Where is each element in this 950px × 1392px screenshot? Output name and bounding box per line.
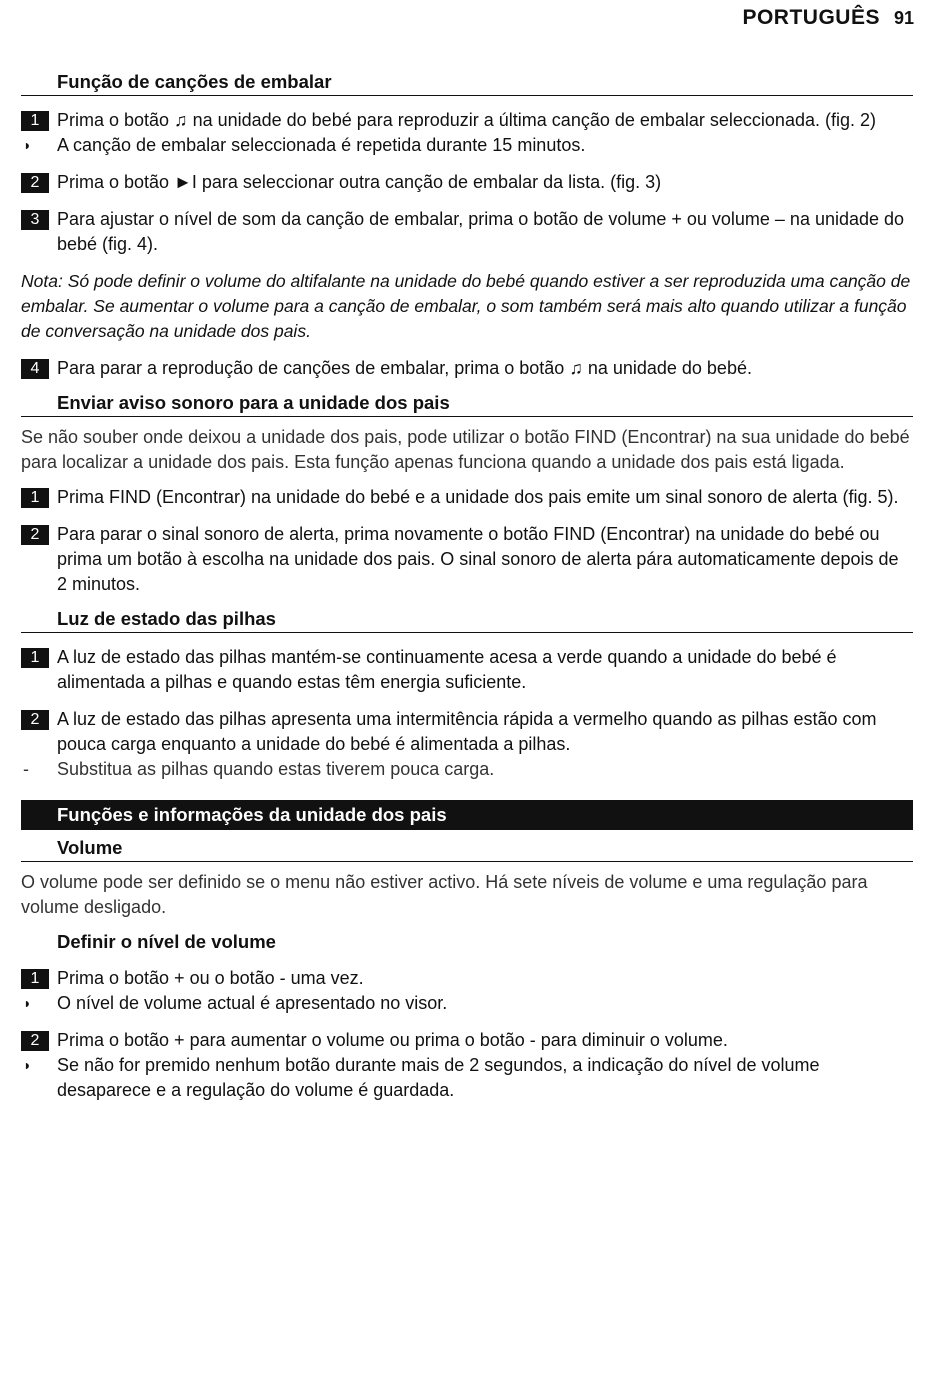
note-paragraph: Nota: Só pode definir o volume do altifalante na unidade do bebé quando estiver a ser reproduzida uma canção de embalar. Se aumentar o volume para a canção de embalar, o som também será mais alto quando utilizar a função de conversação na unidade dos pais. [21,271,911,341]
step-number: 2 [21,710,49,730]
chapter-heading-bar: Funções e informações da unidade dos pais [21,800,913,830]
step-number: 1 [21,648,49,668]
step-1 [21,108,913,133]
step-2 [21,707,913,757]
tip-item [21,757,913,782]
step-1 [21,645,913,695]
page-header [742,6,914,30]
section-heading-volume: Volume [21,836,913,862]
step-text: A luz de estado das pilhas apresenta uma intermitência rápida a vermelho quando as pilhas estão com pouca carga enquanto a unidade do bebé é alimentada a pilhas. [57,709,877,754]
step-text: A luz de estado das pilhas mantém-se continuamente acesa a verde quando a unidade do bebé é alimentada a pilhas e quando estas têm energia suficiente. [57,647,837,692]
result-bullet-icon: ◗ [23,137,32,153]
step-number: 1 [21,111,49,131]
page-content [21,70,913,1103]
step-3 [21,207,913,257]
step-number: 1 [21,969,49,989]
step-text: Prima o botão + ou o botão - uma vez. [57,968,364,988]
step-number: 2 [21,1031,49,1051]
language-label: PORTUGUÊS [742,6,880,29]
page-number: 91 [893,8,914,28]
section-heading-find: Enviar aviso sonoro para a unidade dos pais [21,391,913,417]
step-2 [21,522,913,597]
result-text: Se não for premido nenhum botão durante mais de 2 segundos, a indicação do nível de volume desaparece e a regulação do volume é guardada. [57,1055,820,1100]
result-text: A canção de embalar seleccionada é repetida durante 15 minutos. [57,135,586,155]
step-2 [21,170,913,195]
result-bullet-icon: ◗ [23,1057,32,1073]
step-text: Prima o botão ♫ na unidade do bebé para reproduzir a última canção de embalar seleccionada. (fig. 2) [57,110,876,130]
intro-paragraph: Se não souber onde deixou a unidade dos pais, pode utilizar o botão FIND (Encontrar) na sua unidade do bebé para localizar a unidade dos pais. Esta função apenas funciona quando a unidade dos pais está ligada. [21,427,910,472]
step-number: 4 [21,359,49,379]
step-text: Para ajustar o nível de som da canção de embalar, prima o botão de volume + ou volume – na unidade do bebé (fig. 4). [57,209,905,254]
step-number: 2 [21,173,49,193]
step-2 [21,1028,913,1053]
step-text: Prima o botão ►I para seleccionar outra canção de embalar da lista. (fig. 3) [57,172,662,192]
step-result [21,1053,913,1103]
step-text: Para parar o sinal sonoro de alerta, prima novamente o botão FIND (Encontrar) na unidade do bebé ou prima um botão à escolha na unidade dos pais. O sinal sonoro de alerta pára automaticamente depois de 2 minutos. [57,524,899,594]
step-number: 3 [21,210,49,230]
step-text: Prima FIND (Encontrar) na unidade do bebé e a unidade dos pais emite um sinal sonoro de alerta (fig. 5). [57,487,899,507]
step-result [21,133,913,158]
result-bullet-icon: ◗ [23,995,32,1011]
dash-bullet: - [23,759,29,779]
result-text: O nível de volume actual é apresentado no visor. [57,993,448,1013]
step-4 [21,356,913,381]
section-heading-battery: Luz de estado das pilhas [21,607,913,633]
step-number: 1 [21,488,49,508]
section-heading-lullaby: Função de canções de embalar [21,70,913,96]
step-text: Prima o botão + para aumentar o volume ou prima o botão - para diminuir o volume. [57,1030,728,1050]
step-text: Para parar a reprodução de canções de embalar, prima o botão ♫ na unidade do bebé. [57,358,752,378]
step-1 [21,966,913,991]
step-1 [21,485,913,510]
intro-paragraph: O volume pode ser definido se o menu não estiver activo. Há sete níveis de volume e uma regulação para volume desligado. [21,872,868,917]
step-result [21,991,913,1016]
step-number: 2 [21,525,49,545]
tip-text: Substitua as pilhas quando estas tiverem pouca carga. [57,759,495,779]
subsection-heading: Definir o nível de volume [57,931,276,952]
